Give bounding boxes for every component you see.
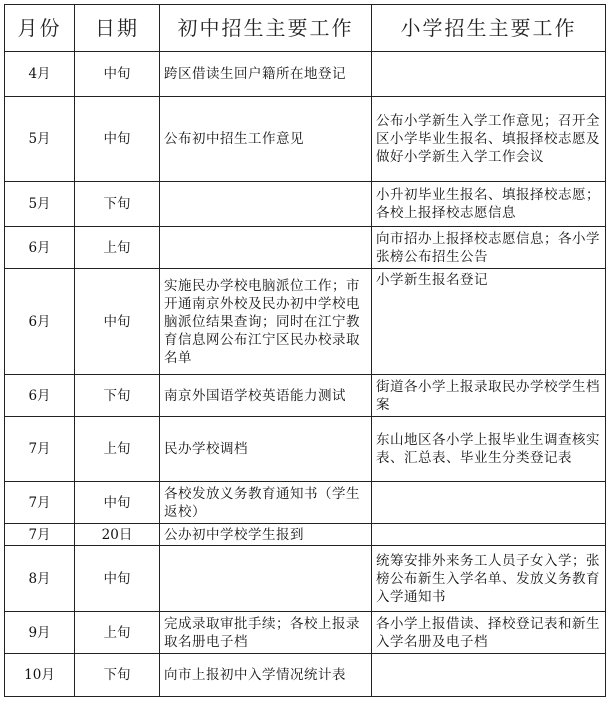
cell-middle-school-work: 向市上报初中入学情况统计表: [160, 654, 372, 697]
cell-primary-school-work: [372, 482, 606, 524]
cell-middle-school-work: 公布初中招生工作意见: [160, 97, 372, 182]
cell-primary-school-work: 东山地区各小学上报毕业生调查核实表、汇总表、毕业生分类登记表: [372, 417, 606, 482]
cell-period: 上旬: [75, 417, 160, 482]
table-row: [5, 97, 606, 182]
cell-middle-school-work: 民办学校调档: [160, 417, 372, 482]
cell-month: 10月: [5, 654, 75, 697]
cell-middle-school-work: 跨区借读生回户籍所在地登记: [160, 52, 372, 97]
enrollment-schedule-table: [4, 4, 606, 697]
cell-month: 6月: [5, 269, 75, 375]
table-row: [5, 482, 606, 524]
header-primary-school-work: 小学招生主要工作: [372, 5, 606, 52]
table-row: [5, 52, 606, 97]
cell-primary-school-work: 小学新生报名登记: [372, 269, 606, 375]
cell-period: 中旬: [75, 52, 160, 97]
table-row: [5, 182, 606, 227]
header-row: [5, 5, 606, 52]
cell-period: 下旬: [75, 375, 160, 417]
header-period: 日期: [75, 5, 160, 52]
cell-primary-school-work: 街道各小学上报录取民办学校学生档案: [372, 375, 606, 417]
cell-period: 中旬: [75, 269, 160, 375]
cell-primary-school-work: [372, 654, 606, 697]
cell-period: 中旬: [75, 97, 160, 182]
cell-period: 上旬: [75, 612, 160, 654]
cell-period: 下旬: [75, 654, 160, 697]
cell-primary-school-work: 向市招办上报择校志愿信息；各小学张榜公布招生公告: [372, 227, 606, 269]
table-row: [5, 375, 606, 417]
cell-month: 6月: [5, 227, 75, 269]
table-row: [5, 227, 606, 269]
cell-primary-school-work: 各小学上报借读、择校登记表和新生入学名册及电子档: [372, 612, 606, 654]
cell-primary-school-work: 公布小学新生入学工作意见；召开全区小学毕业生报名、填报择校志愿及做好小学新生入学工作会议: [372, 97, 606, 182]
cell-middle-school-work: 完成录取审批手续；各校上报录取名册电子档: [160, 612, 372, 654]
cell-period: 下旬: [75, 182, 160, 227]
cell-month: 9月: [5, 612, 75, 654]
cell-middle-school-work: [160, 546, 372, 612]
cell-primary-school-work: [372, 524, 606, 546]
cell-primary-school-work: 小升初毕业生报名、填报择校志愿；各校上报择校志愿信息: [372, 182, 606, 227]
cell-month: 4月: [5, 52, 75, 97]
table-row: [5, 269, 606, 375]
cell-middle-school-work: [160, 227, 372, 269]
cell-month: 5月: [5, 182, 75, 227]
cell-period: 中旬: [75, 482, 160, 524]
cell-period: 20日: [75, 524, 160, 546]
table-row: [5, 654, 606, 697]
cell-primary-school-work: [372, 52, 606, 97]
cell-month: 6月: [5, 375, 75, 417]
table-row: [5, 524, 606, 546]
table-row: [5, 546, 606, 612]
cell-month: 8月: [5, 546, 75, 612]
cell-period: 上旬: [75, 227, 160, 269]
cell-middle-school-work: 各校发放义务教育通知书（学生返校）: [160, 482, 372, 524]
table-body: [5, 52, 606, 697]
cell-middle-school-work: 公办初中学校学生报到: [160, 524, 372, 546]
cell-month: 7月: [5, 524, 75, 546]
header-month: 月份: [5, 5, 75, 52]
cell-primary-school-work: 统筹安排外来务工人员子女入学；张榜公布新生入学名单、发放义务教育入学通知书: [372, 546, 606, 612]
cell-month: 5月: [5, 97, 75, 182]
table-header: [5, 5, 606, 52]
cell-middle-school-work: 南京外国语学校英语能力测试: [160, 375, 372, 417]
cell-middle-school-work: [160, 182, 372, 227]
cell-middle-school-work: 实施民办学校电脑派位工作；市开通南京外校及民办初中学校电脑派位结果查询；同时在江宁教育信息网公布江宁区民办校录取名单: [160, 269, 372, 375]
table-row: [5, 417, 606, 482]
cell-month: 7月: [5, 417, 75, 482]
cell-period: 中旬: [75, 546, 160, 612]
header-middle-school-work: 初中招生主要工作: [160, 5, 372, 52]
cell-month: 7月: [5, 482, 75, 524]
table-row: [5, 612, 606, 654]
